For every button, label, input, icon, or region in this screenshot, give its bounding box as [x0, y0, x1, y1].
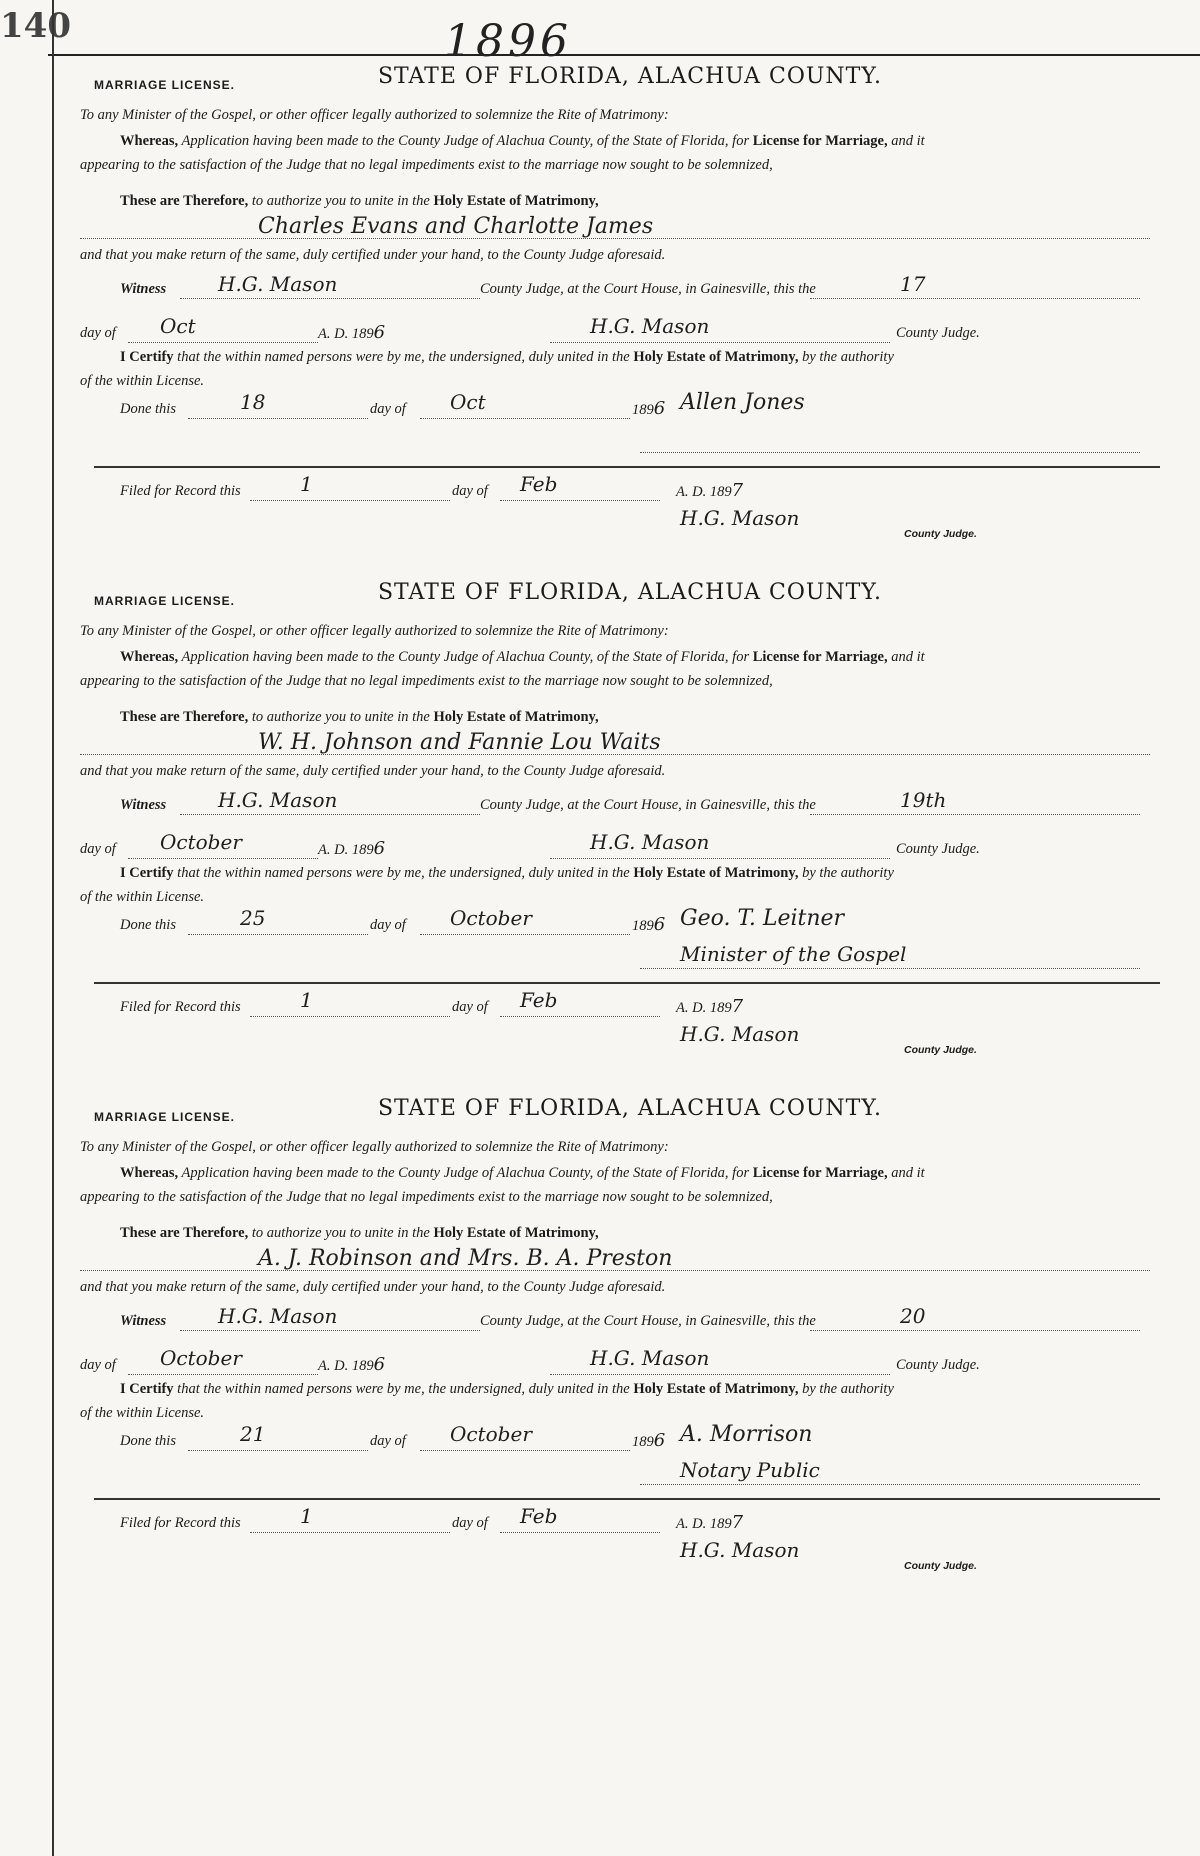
filed-year-digit: 7 [731, 480, 744, 501]
witness-signature: H.G. Mason [218, 788, 338, 812]
witness-line [180, 814, 480, 815]
license-month: October [160, 1346, 242, 1370]
day-of-word: day of [80, 841, 116, 857]
return-line: and that you make return of the same, duly certified under your hand, to the County Judge aforesaid. [80, 1279, 666, 1295]
filed-day-of: day of [452, 1515, 488, 1531]
done-day-line [188, 934, 368, 935]
certify-text: that the within named persons were by me, the undersigned, duly united in the [177, 349, 630, 365]
license-title: STATE OF FLORIDA, ALACHUA COUNTY. [377, 580, 883, 605]
whereas-text-a: Application having been made to the County Judge of Alachua County, of the State of Florida, for [181, 133, 750, 149]
filed-month-line [500, 1016, 660, 1017]
by-authority-text: by the authority [802, 1381, 894, 1397]
license-for-word: License for [752, 1165, 822, 1181]
filed-signature: H.G. Mason [680, 506, 800, 530]
filed-day-of: day of [452, 483, 488, 499]
couple-names: Charles Evans and Charlotte James [258, 214, 654, 239]
by-authority-text: by the authority [802, 349, 894, 365]
couple-line [80, 754, 1150, 755]
filed-ad-prefix: A. D. 189 [676, 484, 732, 500]
done-month: October [450, 906, 532, 930]
license-year-digit: 6 [373, 322, 386, 343]
return-line: and that you make return of the same, duly certified under your hand, to the County Judge aforesaid. [80, 763, 666, 779]
county-judge-small: County Judge. [904, 528, 977, 540]
filed-ad-prefix: A. D. 189 [676, 1516, 732, 1532]
license-day: 17 [900, 272, 926, 296]
done-year-prefix: 189 [632, 918, 654, 934]
filed-month: Feb [520, 472, 558, 496]
day-of-word: day of [80, 325, 116, 341]
couple-names: A. J. Robinson and Mrs. B. A. Preston [258, 1246, 673, 1271]
filed-ad [676, 482, 743, 501]
judge-signature: H.G. Mason [590, 314, 710, 338]
done-month-line [420, 934, 630, 935]
done-month-line [420, 1450, 630, 1451]
witness-signature: H.G. Mason [218, 1304, 338, 1328]
filed-month: Feb [520, 1504, 558, 1528]
whereas-line [120, 1164, 925, 1182]
marriage-license [80, 1084, 1160, 1692]
whereas-text-a: Application having been made to the County Judge of Alachua County, of the State of Florida, for [181, 1165, 750, 1181]
whereas-word: Whereas, [120, 649, 179, 665]
filed-ad-prefix: A. D. 189 [676, 1000, 732, 1016]
section-divider [94, 1498, 1160, 1500]
holy-estate-word: Holy Estate of Matrimony, [433, 193, 599, 209]
whereas-line-2: appearing to the satisfaction of the Judge that no legal impediments exist to the marriage now sought to be solemnized, [80, 673, 773, 689]
certify-text: that the within named persons were by me, the undersigned, duly united in the [177, 1381, 630, 1397]
certify-line [120, 1380, 894, 1398]
of-within-license: of the within License. [80, 1405, 205, 1421]
license-month: October [160, 830, 242, 854]
license-title: STATE OF FLORIDA, ALACHUA COUNTY. [377, 1096, 883, 1121]
officiant-signature: Allen Jones [680, 390, 805, 415]
whereas-line [120, 132, 925, 150]
license-year-digit: 6 [373, 1354, 386, 1375]
filed-month-line [500, 500, 660, 501]
these-are-word: These are Therefore, [120, 709, 249, 725]
done-day: 18 [240, 390, 266, 414]
county-judge-at-text: County Judge, at the Court House, in Gainesville, this the [480, 797, 816, 813]
county-judge-small: County Judge. [904, 1560, 977, 1572]
done-year-prefix: 189 [632, 402, 654, 418]
holy-estate-word-2: Holy Estate of Matrimony, [633, 349, 799, 365]
of-within-license: of the within License. [80, 889, 205, 905]
done-this-word: Done this [120, 1433, 176, 1449]
license-ad-prefix: A. D. 189 [318, 842, 374, 858]
filed-day-of: day of [452, 999, 488, 1015]
officiant-title: Minister of the Gospel [680, 942, 907, 966]
county-judge-label: County Judge. [896, 325, 980, 341]
certify-word: I Certify [120, 349, 174, 365]
day-of-word: day of [80, 1357, 116, 1373]
filed-for-record-word: Filed for Record this [120, 1515, 241, 1531]
filed-day: 1 [300, 472, 313, 496]
filed-signature: H.G. Mason [680, 1022, 800, 1046]
these-are-word: These are Therefore, [120, 1225, 249, 1241]
done-month: Oct [450, 390, 486, 414]
handwritten-year: 1896 [444, 16, 572, 67]
judge-signature: H.G. Mason [590, 1346, 710, 1370]
filed-day-line [250, 500, 450, 501]
license-day: 20 [900, 1304, 926, 1328]
county-judge-at-text: County Judge, at the Court House, in Gainesville, this the [480, 1313, 816, 1329]
officiant-signature: Geo. T. Leitner [680, 906, 845, 931]
holy-estate-word-2: Holy Estate of Matrimony, [633, 865, 799, 881]
judge-signature: H.G. Mason [590, 830, 710, 854]
officiant-line [640, 452, 1140, 453]
couple-names: W. H. Johnson and Fannie Lou Waits [258, 730, 661, 755]
done-day-line [188, 1450, 368, 1451]
and-it-word: and it [891, 649, 925, 665]
county-judge-label: County Judge. [896, 841, 980, 857]
section-divider [94, 466, 1160, 468]
filed-signature: H.G. Mason [680, 1538, 800, 1562]
whereas-word: Whereas, [120, 1165, 179, 1181]
done-day-line [188, 418, 368, 419]
license-ad-prefix: A. D. 189 [318, 326, 374, 342]
done-year-digit: 6 [653, 398, 666, 419]
salutation: To any Minister of the Gospel, or other officer legally authorized to solemnize the Rite of Matrimony: [80, 1139, 669, 1155]
officiant-title: Notary Public [680, 1458, 820, 1482]
left-margin-rule [52, 0, 54, 1856]
officiant-line [640, 968, 1140, 969]
marriage-word: Marriage, [825, 649, 888, 665]
license-label: MARRIAGE LICENSE. [94, 78, 236, 92]
officiant-line [640, 1484, 1140, 1485]
license-day: 19th [900, 788, 947, 812]
license-year-digit: 6 [373, 838, 386, 859]
filed-month-line [500, 1532, 660, 1533]
license-day-line [810, 814, 1140, 815]
holy-estate-word-2: Holy Estate of Matrimony, [633, 1381, 799, 1397]
license-month-line [128, 858, 318, 859]
license-ad [318, 840, 385, 859]
these-are-word: These are Therefore, [120, 193, 249, 209]
license-label: MARRIAGE LICENSE. [94, 1110, 236, 1124]
license-for-word: License for [752, 649, 822, 665]
license-day-line [810, 1330, 1140, 1331]
license-ad [318, 324, 385, 343]
witness-word: Witness [120, 1313, 167, 1329]
filed-ad [676, 1514, 743, 1533]
filed-day: 1 [300, 1504, 313, 1528]
witness-line [180, 298, 480, 299]
done-day: 21 [240, 1422, 266, 1446]
section-divider [94, 982, 1160, 984]
filed-year-digit: 7 [731, 1512, 744, 1533]
marriage-word: Marriage, [825, 133, 888, 149]
done-year [632, 916, 665, 935]
marriage-word: Marriage, [825, 1165, 888, 1181]
filed-day: 1 [300, 988, 313, 1012]
done-year [632, 1432, 665, 1451]
holy-estate-word: Holy Estate of Matrimony, [433, 709, 599, 725]
of-within-license: of the within License. [80, 373, 205, 389]
witness-line [180, 1330, 480, 1331]
to-authorize-text: to authorize you to unite in the [251, 709, 430, 725]
certify-word: I Certify [120, 1381, 174, 1397]
done-this-word: Done this [120, 917, 176, 933]
license-label: MARRIAGE LICENSE. [94, 594, 236, 608]
judge-sig-line [550, 342, 890, 343]
to-authorize-text: to authorize you to unite in the [251, 1225, 430, 1241]
done-year-digit: 6 [653, 914, 666, 935]
certify-line [120, 348, 894, 366]
license-day-line [810, 298, 1140, 299]
done-month: October [450, 1422, 532, 1446]
filed-ad [676, 998, 743, 1017]
license-title: STATE OF FLORIDA, ALACHUA COUNTY. [377, 64, 883, 89]
whereas-line [120, 648, 925, 666]
license-ad-prefix: A. D. 189 [318, 1358, 374, 1374]
license-for-word: License for [752, 133, 822, 149]
done-day-of: day of [370, 401, 406, 417]
filed-day-line [250, 1532, 450, 1533]
filed-year-digit: 7 [731, 996, 744, 1017]
done-year-prefix: 189 [632, 1434, 654, 1450]
license-month: Oct [160, 314, 196, 338]
salutation: To any Minister of the Gospel, or other officer legally authorized to solemnize the Rite of Matrimony: [80, 107, 669, 123]
to-authorize-text: to authorize you to unite in the [251, 193, 430, 209]
witness-word: Witness [120, 281, 167, 297]
done-month-line [420, 418, 630, 419]
done-this-word: Done this [120, 401, 176, 417]
these-are-line [120, 1224, 599, 1242]
salutation: To any Minister of the Gospel, or other officer legally authorized to solemnize the Rite of Matrimony: [80, 623, 669, 639]
these-are-line [120, 708, 599, 726]
license-month-line [128, 1374, 318, 1375]
done-year [632, 400, 665, 419]
county-judge-label: County Judge. [896, 1357, 980, 1373]
witness-word: Witness [120, 797, 167, 813]
license-month-line [128, 342, 318, 343]
witness-signature: H.G. Mason [218, 272, 338, 296]
county-judge-at-text: County Judge, at the Court House, in Gainesville, this the [480, 281, 816, 297]
filed-day-line [250, 1016, 450, 1017]
done-year-digit: 6 [653, 1430, 666, 1451]
certify-word: I Certify [120, 865, 174, 881]
by-authority-text: by the authority [802, 865, 894, 881]
license-ad [318, 1356, 385, 1375]
officiant-signature: A. Morrison [680, 1422, 813, 1447]
whereas-text-a: Application having been made to the County Judge of Alachua County, of the State of Florida, for [181, 649, 750, 665]
filed-for-record-word: Filed for Record this [120, 999, 241, 1015]
whereas-word: Whereas, [120, 133, 179, 149]
couple-line [80, 1270, 1150, 1271]
whereas-line-2: appearing to the satisfaction of the Judge that no legal impediments exist to the marriage now sought to be solemnized, [80, 1189, 773, 1205]
county-judge-small: County Judge. [904, 1044, 977, 1056]
couple-line [80, 238, 1150, 239]
certify-text: that the within named persons were by me, the undersigned, duly united in the [177, 865, 630, 881]
filed-month: Feb [520, 988, 558, 1012]
done-day-of: day of [370, 1433, 406, 1449]
done-day: 25 [240, 906, 266, 930]
certify-line [120, 864, 894, 882]
and-it-word: and it [891, 133, 925, 149]
holy-estate-word: Holy Estate of Matrimony, [433, 1225, 599, 1241]
return-line: and that you make return of the same, duly certified under your hand, to the County Judge aforesaid. [80, 247, 666, 263]
and-it-word: and it [891, 1165, 925, 1181]
page-number: 140 [0, 6, 71, 46]
whereas-line-2: appearing to the satisfaction of the Judge that no legal impediments exist to the marriage now sought to be solemnized, [80, 157, 773, 173]
judge-sig-line [550, 858, 890, 859]
done-day-of: day of [370, 917, 406, 933]
filed-for-record-word: Filed for Record this [120, 483, 241, 499]
these-are-line [120, 192, 599, 210]
judge-sig-line [550, 1374, 890, 1375]
